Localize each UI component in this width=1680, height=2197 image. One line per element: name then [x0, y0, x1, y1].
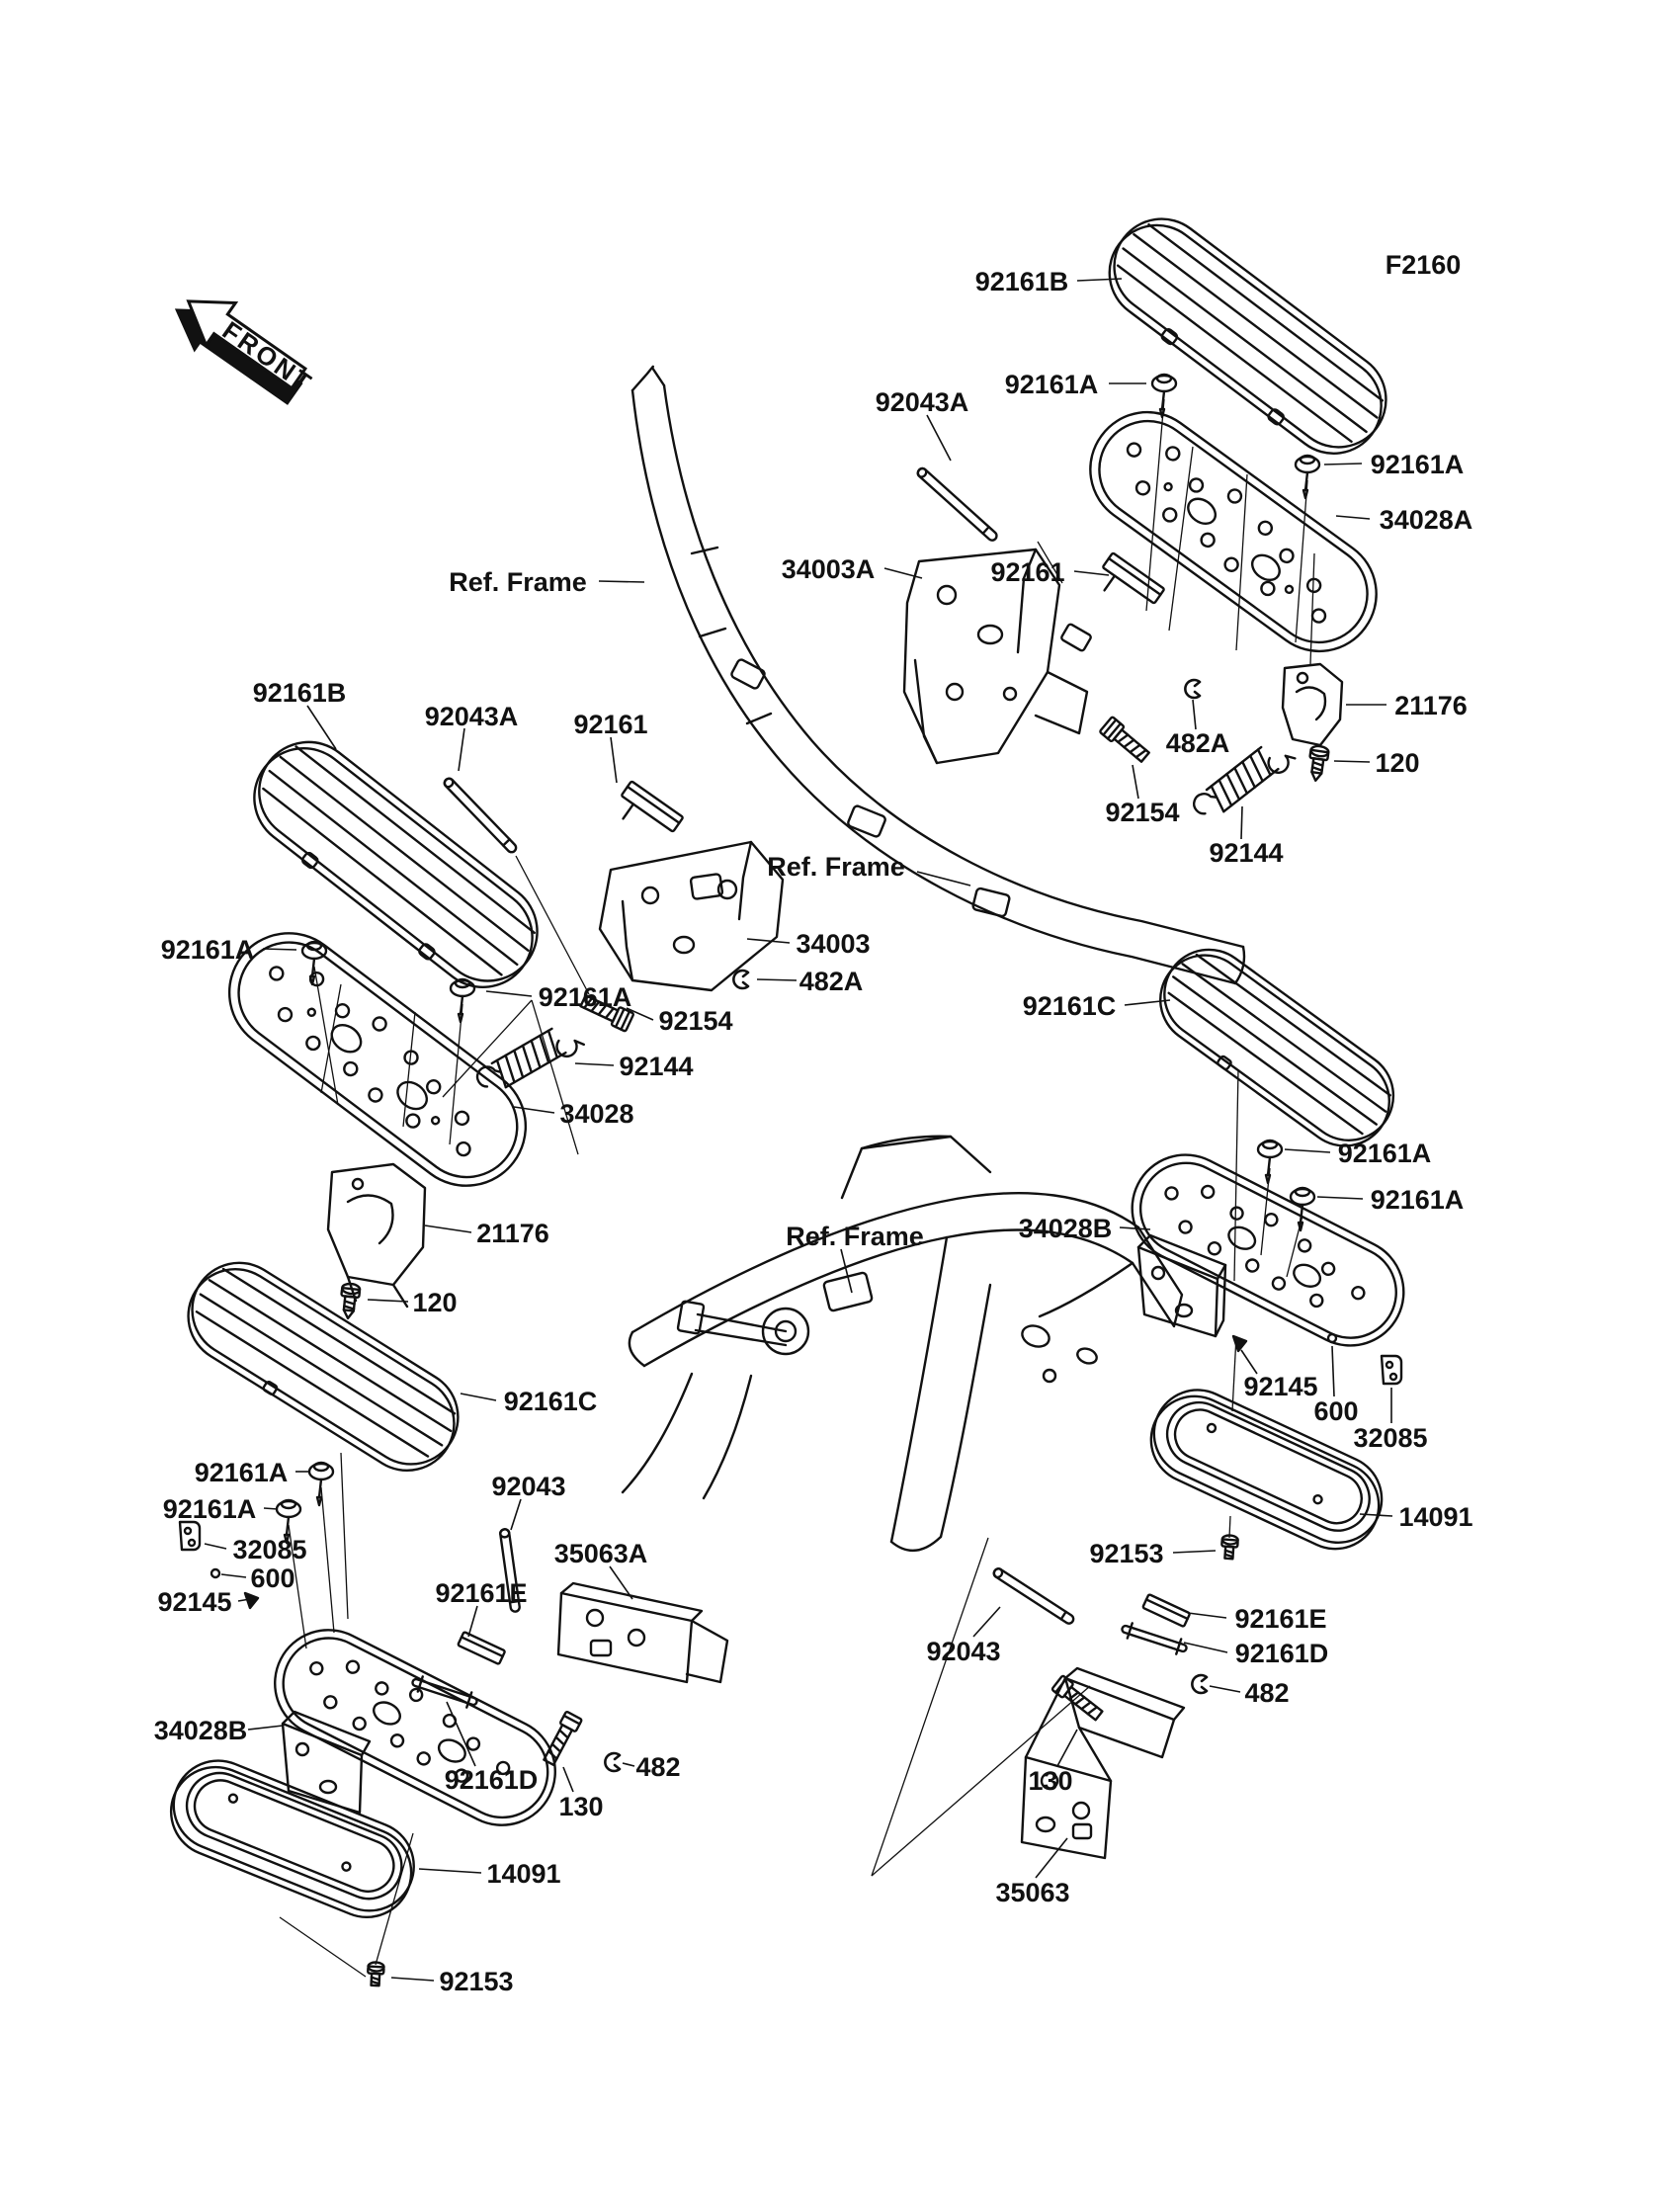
leader-line-92154-tr: [1133, 765, 1138, 799]
leader-line-92161A-r2: [1317, 1197, 1363, 1199]
part-label-92154-tr: 92154: [1105, 798, 1180, 827]
part-label-14091-lb: 14091: [486, 1859, 561, 1889]
part-label-120-l: 120: [412, 1288, 458, 1317]
footboard-plate-left-bottom: [257, 1612, 574, 1844]
leader-line-92161A-l2: [486, 991, 532, 996]
screw-120-tr: [1306, 745, 1329, 782]
part-label-92145-r: 92145: [1243, 1372, 1318, 1401]
button-92161A-r1: [1258, 1141, 1282, 1183]
part-label-34003A-tr: 34003A: [781, 554, 876, 584]
part-label-35063-r: 35063: [995, 1878, 1070, 1907]
clip-482A-tr: [1185, 680, 1200, 698]
part-label-refframe-2: Ref. Frame: [767, 852, 905, 882]
part-label-92153-lb: 92153: [439, 1967, 514, 1996]
part-label-92153-r: 92153: [1089, 1539, 1164, 1568]
part-label-92043-r: 92043: [926, 1637, 1001, 1666]
spring-92144-l: [473, 1018, 585, 1102]
leader-line-482-r: [1210, 1686, 1240, 1692]
leader-line-92161E-r: [1188, 1613, 1226, 1618]
clip-32085-r: [1382, 1356, 1401, 1384]
leader-line-21176-l: [425, 1225, 471, 1232]
part-label-482-r: 482: [1244, 1678, 1290, 1708]
leader-line-92161A-lb2: [264, 1508, 278, 1509]
part-label-600-lb: 600: [250, 1563, 295, 1593]
leader-line-refframe-3: [841, 1249, 852, 1293]
leader-line-32085-lb: [205, 1544, 226, 1549]
leader-line-92161C-r: [1125, 1000, 1170, 1005]
part-label-92161A-r1: 92161A: [1337, 1139, 1432, 1168]
part-label-600-r: 600: [1313, 1396, 1359, 1426]
part-label-34003-l: 34003: [796, 929, 871, 959]
screw-120-l: [339, 1283, 361, 1319]
leader-line-130-r: [1057, 1730, 1077, 1766]
footboard-plate-top-right: [1068, 389, 1399, 673]
leader-line-92153-lb: [391, 1978, 434, 1981]
leader-line-34003-l: [747, 939, 790, 943]
bracket-21176-tr: [1283, 664, 1342, 745]
part-label-92161A-lb2: 92161A: [162, 1494, 257, 1524]
leader-line-600-lb: [221, 1574, 246, 1577]
rubber-14091-lb: [158, 1747, 428, 1930]
part-label-92043A-l: 92043A: [424, 702, 519, 731]
leader-line-14091-lb: [419, 1869, 481, 1873]
part-label-92161C-lb: 92161C: [503, 1387, 598, 1416]
leader-line-92043A-tr: [927, 415, 951, 461]
bracket-35063-r: [1022, 1668, 1184, 1858]
leader-line-92161-l: [611, 737, 617, 783]
leader-line-92043-lb: [511, 1499, 521, 1530]
leader-line-92145-r: [1241, 1350, 1257, 1374]
part-label-92144-l: 92144: [619, 1052, 694, 1081]
leader-line-92144-tr: [1241, 806, 1242, 839]
assembly-lines: [280, 399, 1314, 1977]
pin-92043-r: [992, 1567, 1075, 1626]
leader-line-92161D-lb: [447, 1702, 475, 1766]
bracket-34003-l: [600, 842, 783, 990]
leader-line-92144-l: [575, 1063, 614, 1065]
leader-line-130-lb: [563, 1767, 573, 1792]
button-92161A-tr2: [1296, 456, 1319, 498]
part-label-92161D-lb: 92161D: [444, 1765, 539, 1795]
button-92161A-lb1: [309, 1463, 333, 1505]
strip-92161-tr: [1092, 552, 1164, 618]
leader-line-92161-tr: [1074, 571, 1109, 575]
leader-line-600-r: [1332, 1346, 1334, 1396]
bolt-130-lb: [542, 1712, 582, 1767]
part-label-92161B-tr: 92161B: [974, 267, 1069, 296]
pin-600-r: [1328, 1334, 1336, 1342]
part-label-92161C-r: 92161C: [1022, 991, 1117, 1021]
button-92161A-r2: [1291, 1188, 1314, 1230]
strip-92161-l: [611, 781, 683, 846]
frame-upper-tube: [632, 367, 1244, 983]
leader-line-35063-r: [1036, 1838, 1067, 1878]
part-label-34028B-r: 34028B: [1018, 1214, 1113, 1243]
screw-92153-r: [1220, 1535, 1238, 1560]
footboard-pad-right: [1142, 932, 1410, 1163]
bracket-35063A-lb: [558, 1583, 727, 1682]
footboard-pad-top-right: [1089, 200, 1404, 473]
frame-center: [623, 1137, 1182, 1551]
part-label-32085-r: 32085: [1353, 1423, 1428, 1453]
part-label-21176-l: 21176: [476, 1219, 549, 1248]
part-label-figure-code: F2160: [1385, 250, 1462, 280]
leader-line-482-lb: [623, 1763, 634, 1766]
leader-line-482A-l: [757, 979, 797, 980]
pin-600-lb: [211, 1569, 219, 1577]
leader-line-92161A-r1: [1285, 1149, 1330, 1152]
part-label-92043A-tr: 92043A: [875, 387, 969, 417]
footboard-pad-left: [233, 722, 557, 1009]
screw-92153-lb: [368, 1962, 384, 1986]
part-label-92161A-lb1: 92161A: [194, 1458, 289, 1487]
leader-line-34028B-lb: [248, 1726, 283, 1730]
part-label-92161-tr: 92161: [990, 557, 1065, 587]
part-label-482A-l: 482A: [798, 967, 864, 996]
leader-line-92161C-lb: [461, 1394, 496, 1400]
part-label-refframe-1: Ref. Frame: [449, 567, 587, 597]
part-label-92161A-tr1: 92161A: [1004, 370, 1099, 399]
strip-92161E-lb: [458, 1632, 505, 1664]
leader-line-482A-tr: [1193, 700, 1196, 729]
part-label-92144-tr: 92144: [1209, 838, 1284, 868]
part-label-92145-lb: 92145: [157, 1587, 232, 1617]
button-92161A-tr1: [1152, 375, 1176, 417]
rivet-92145-lb: [245, 1593, 258, 1608]
footboard-pad-left-bottom: [170, 1245, 475, 1488]
part-label-92161E-r: 92161E: [1234, 1604, 1327, 1634]
part-label-120-tr: 120: [1375, 748, 1420, 778]
leader-line-92161A-tr2: [1324, 464, 1362, 465]
part-label-14091-r: 14091: [1398, 1502, 1473, 1532]
pin-92043A-tr: [916, 466, 998, 542]
leader-line-92043-r: [973, 1607, 1000, 1637]
leader-line-34028-l: [514, 1107, 554, 1113]
part-label-32085-lb: 32085: [232, 1535, 307, 1564]
part-label-92161B-l: 92161B: [252, 678, 347, 708]
leader-line-34028A-tr: [1336, 516, 1370, 519]
part-label-34028-l: 34028: [559, 1099, 634, 1129]
leader-line-92161A-l1: [263, 949, 296, 950]
part-label-21176-tr: 21176: [1394, 691, 1468, 720]
part-label-92161A-tr2: 92161A: [1370, 450, 1465, 479]
part-label-92161D-r: 92161D: [1234, 1639, 1329, 1668]
part-label-92161A-l1: 92161A: [160, 935, 255, 965]
part-label-34028A-tr: 34028A: [1379, 505, 1473, 535]
leader-line-92161D-r: [1184, 1643, 1227, 1652]
bar-92161D-r: [1120, 1621, 1189, 1656]
part-label-92161A-l2: 92161A: [538, 982, 632, 1012]
leader-line-92161E-lb: [468, 1606, 477, 1637]
clip-482-r: [1192, 1675, 1207, 1693]
bolt-92154-tr: [1100, 717, 1152, 765]
leader-line-92161B-tr: [1077, 279, 1122, 281]
part-label-482-lb: 482: [635, 1752, 681, 1782]
part-label-34028B-lb: 34028B: [153, 1716, 248, 1745]
part-label-92161E-lb: 92161E: [435, 1578, 528, 1608]
part-label-92154-l: 92154: [658, 1006, 733, 1036]
part-label-92161A-r2: 92161A: [1370, 1185, 1465, 1215]
part-label-92161-l: 92161: [573, 710, 648, 739]
part-label-130-lb: 130: [558, 1792, 604, 1821]
clip-482A-l: [733, 971, 748, 988]
front-arrow-label: FRONT: [216, 314, 319, 399]
clip-32085-lb: [180, 1522, 200, 1550]
front-arrow: [162, 277, 325, 417]
part-label-130-r: 130: [1028, 1766, 1073, 1796]
leader-line-refframe-1: [599, 581, 644, 582]
part-label-35063A-lb: 35063A: [553, 1539, 648, 1568]
leader-line-92153-r: [1173, 1551, 1216, 1553]
leader-line-92043A-l: [459, 728, 464, 771]
part-label-refframe-3: Ref. Frame: [786, 1222, 924, 1251]
clip-482-lb: [605, 1753, 620, 1771]
part-label-92043-lb: 92043: [491, 1472, 566, 1501]
strip-92161E-r: [1142, 1594, 1190, 1627]
leader-line-120-tr: [1334, 761, 1370, 762]
part-label-482A-tr: 482A: [1165, 728, 1230, 758]
